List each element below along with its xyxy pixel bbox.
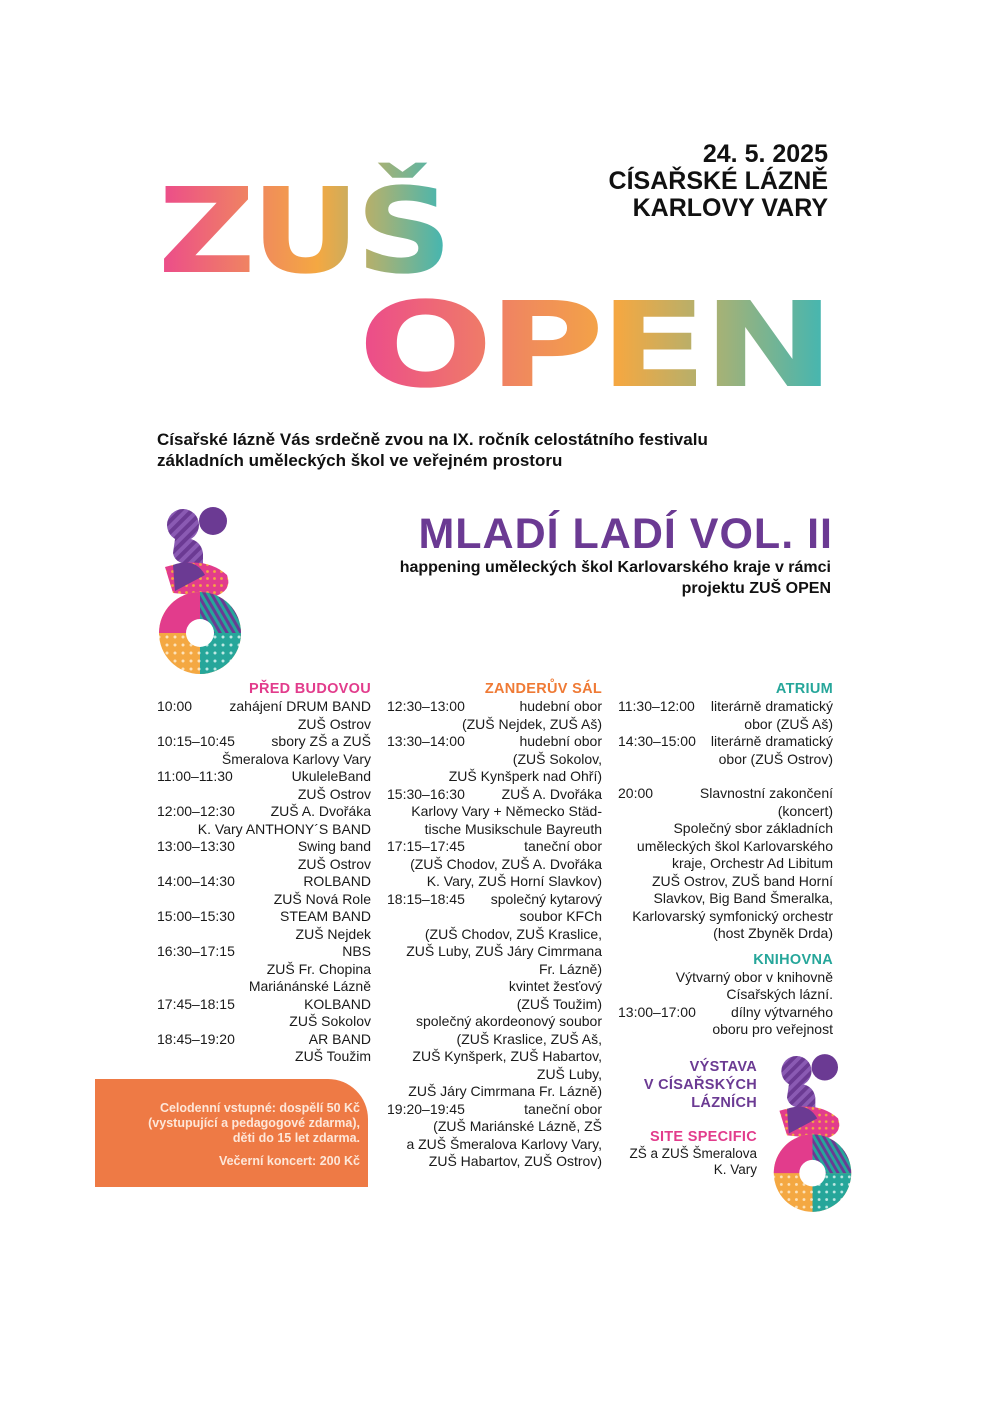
schedule-row [618, 698, 833, 716]
slot-act: literárně dramatický [710, 733, 833, 749]
event-place-2: KARLOVY VARY [632, 194, 828, 222]
slot-detail: K. Vary, ZUŠ Horní Slavkov) [426, 873, 602, 889]
slot-detail: společný akordeonový soubor [415, 1013, 602, 1029]
slot-time: 14:30–15:00 [618, 733, 696, 749]
slot-detail: Společný sbor základních [673, 820, 833, 836]
site-specific-heading: SITE SPECIFIC [649, 1129, 757, 1145]
slot-detail: obor (ZUŠ Ostrov) [718, 750, 833, 767]
slot-time: 17:15–17:45 [387, 838, 465, 854]
schedule-row [157, 943, 371, 961]
slot-detail: ZUŠ Kynšperk, ZUŠ Habartov, [412, 1048, 602, 1064]
knihovna-time: 13:00–17:00 [618, 1003, 696, 1020]
schedule-row [157, 698, 371, 716]
exhibit-line-1: VÝSTAVA [689, 1059, 757, 1075]
slot-school: ZUŠ Sokolov [289, 1013, 371, 1029]
slot-time: 18:45–19:20 [157, 1030, 235, 1047]
slot-act: NBS [342, 943, 371, 959]
schedule-row [157, 803, 371, 821]
slot-time: 13:00–13:30 [157, 838, 235, 854]
tagline [271, 557, 831, 599]
schedule-row [387, 698, 602, 716]
slot-time: 11:00–11:30 [157, 768, 233, 784]
logo-word-zus: ZUŠ [158, 162, 448, 300]
site-specific-line-2: K. Vary [713, 1162, 757, 1177]
slot-time: 20:00 [618, 785, 654, 801]
price-line-3: děti do 15 let zdarma. [232, 1131, 360, 1145]
slot-act: společný kytarový [490, 890, 602, 907]
schedule-row [618, 733, 833, 751]
slot-act: zahájení DRUM BAND [229, 698, 371, 714]
slot-detail: (ZUŠ Mariánské Lázně, ZŠ [433, 1118, 602, 1134]
slot-time: 15:00–15:30 [157, 908, 235, 924]
schedule-row [157, 733, 371, 751]
knihovna-line-3: oboru pro veřejnost [712, 1021, 833, 1037]
schedule-pred-budovou [157, 680, 371, 1066]
knihovna-line-1: Výtvarný obor v knihovně [675, 968, 833, 985]
slot-school: ZUŠ Ostrov [297, 785, 371, 802]
slot-act: ZUŠ A. Dvořáka [501, 785, 602, 802]
schedule-row [387, 1101, 602, 1119]
slot-detail: ZUŠ Luby, [536, 1065, 602, 1082]
slot-school-2: Mariánánské Lázně [248, 978, 371, 994]
schedule-row [618, 785, 833, 803]
schedule-row [387, 891, 602, 909]
slot-act: AR BAND [308, 1030, 371, 1047]
slot-school: Šmeralova Karlovy Vary [221, 750, 371, 767]
knihovna-row [618, 1004, 833, 1022]
slot-school: ZUŠ Nejdek [295, 925, 371, 942]
event-subtitle: MLADÍ LADÍ VOL. II [418, 510, 833, 558]
slot-school: ZUŠ Toužim [295, 1048, 371, 1064]
slot-time: 13:30–14:00 [387, 733, 465, 749]
slot-detail: kraje, Orchestr Ad Libitum [671, 855, 833, 871]
intro-line-1: Císařské lázně Vás srdečně zvou na IX. ročník celostátního festivalu [157, 430, 708, 449]
intro-text [157, 429, 857, 471]
tagline-line-2: projektu ZUŠ OPEN [681, 580, 831, 597]
exhibit-title [644, 1058, 757, 1112]
price-line-4: Večerní koncert: 200 Kč [218, 1154, 360, 1168]
slot-time: 11:30–12:00 [618, 698, 695, 714]
slot-time: 14:00–14:30 [157, 873, 235, 889]
slot-detail: Karlovy Vary + Německo Städ- [411, 803, 602, 819]
exhibit-line-2: V CÍSAŘSKÝCH [643, 1077, 757, 1093]
schedule-list-2 [387, 698, 602, 1171]
slot-detail: (host Zbyněk Drda) [713, 925, 833, 941]
heading-knihovna: KNIHOVNA [753, 951, 833, 968]
slot-act: hudební obor [519, 733, 602, 749]
intro-line-2: základních uměleckých škol ve veřejném prostoru [157, 451, 563, 470]
slot-time: 10:15–10:45 [157, 733, 235, 749]
schedule-row [157, 838, 371, 856]
slot-detail: a ZUŠ Šmeralova Karlovy Vary, [406, 1135, 602, 1152]
heading-zanderuv-sal: ZANDERŮV SÁL [484, 681, 602, 697]
price-line-2: (vystupující a pedagogové zdarma), [148, 1116, 360, 1130]
slot-detail: ZUŠ Ostrov, ZUŠ band Horní [651, 872, 833, 889]
slot-school: ZUŠ Ostrov [297, 715, 371, 732]
slot-time: 15:30–16:30 [387, 785, 465, 802]
price-line-1: Celodenní vstupné: dospělí 50 Kč [159, 1101, 360, 1115]
slot-detail: (ZUŠ Nejdek, ZUŠ Aš) [461, 715, 602, 732]
slot-act: sbory ZŠ a ZUŠ [271, 733, 371, 749]
slot-detail: Slavkov, Big Band Šmeralka, [653, 890, 833, 906]
slot-act: taneční obor [524, 1100, 602, 1117]
slot-time: 12:00–12:30 [157, 803, 235, 819]
slot-detail: (ZUŠ Toužim) [516, 995, 602, 1012]
slot-act: Swing band [297, 838, 371, 854]
slot-time: 18:15–18:45 [387, 890, 465, 907]
slot-time: 16:30–17:15 [157, 943, 235, 959]
slot-detail: ZUŠ Járy Cimrmana Fr. Lázně) [408, 1083, 602, 1099]
schedule-list-3 [618, 698, 833, 943]
heading-atrium: ATRIUM [775, 681, 833, 697]
slot-act: UkuleleBand [291, 768, 371, 784]
slot-detail: (ZUŠ Kraslice, ZUŠ Aš, [456, 1030, 602, 1047]
slot-detail: tische Musikschule Bayreuth [424, 820, 602, 837]
slot-detail: ZUŠ Habartov, ZUŠ Ostrov) [428, 1153, 602, 1169]
exhibit-line-3: LÁZNÍCH [691, 1095, 757, 1111]
slot-time: 19:20–19:45 [387, 1100, 465, 1117]
event-place-1: CÍSAŘSKÉ LÁZNĚ [608, 167, 828, 195]
mascot-s-icon-small [770, 1050, 855, 1215]
site-specific-line-1: ZŠ a ZUŠ Šmeralova [629, 1146, 757, 1161]
slot-act: literárně dramatický [710, 698, 833, 714]
slot-act: hudební obor [519, 698, 602, 714]
schedule-list-1 [157, 698, 371, 1066]
slot-detail: kvintet žesťový [508, 978, 602, 994]
slot-detail: (ZUŠ Sokolov, [512, 750, 602, 767]
slot-act: ZUŠ A. Dvořáka [270, 803, 371, 819]
slot-detail: soubor KFCh [519, 908, 602, 924]
schedule-row [157, 768, 371, 786]
slot-detail: obor (ZUŠ Aš) [744, 715, 833, 732]
slot-detail: Karlovarský symfonický orchestr [632, 907, 833, 924]
slot-detail: ZUŠ Kynšperk nad Ohří) [448, 768, 602, 784]
slot-detail: (ZUŠ Chodov, ZUŠ A. Dvořáka [410, 855, 602, 872]
logo-word-open: OPEN [358, 276, 830, 400]
slot-act: Slavnostní zakončení [699, 785, 833, 801]
slot-act: ROLBAND [303, 873, 371, 889]
slot-detail: Fr. Lázně) [538, 960, 602, 977]
slot-act: taneční obor [524, 838, 602, 854]
knihovna-act: dílny výtvarného [731, 1003, 833, 1020]
site-specific [629, 1128, 757, 1178]
schedule-row [387, 838, 602, 856]
schedule-row [387, 786, 602, 804]
schedule-row [157, 908, 371, 926]
schedule-row [157, 1031, 371, 1049]
slot-detail: uměleckých škol Karlovarského [636, 837, 833, 854]
event-date: 24. 5. 2025 [702, 140, 828, 168]
slot-time: 12:30–13:00 [387, 698, 465, 714]
slot-detail: (ZUŠ Chodov, ZUŠ Kraslice, [424, 925, 602, 942]
price-box [95, 1079, 368, 1187]
slot-school: ZUŠ Nová Role [273, 890, 371, 907]
knihovna-line-2: Císařských lázní. [726, 986, 833, 1002]
schedule-row [387, 733, 602, 751]
slot-school: ZUŠ Ostrov [297, 855, 371, 872]
tagline-line-1: happening uměleckých škol Karlovarského kraje v rámci [399, 559, 831, 576]
slot-act: STEAM BAND [279, 908, 371, 924]
heading-pred-budovou: PŘED BUDOVOU [248, 681, 371, 697]
zus-open-logo [158, 150, 838, 400]
slot-school: ZUŠ Fr. Chopina [266, 960, 371, 977]
schedule-atrium [618, 680, 833, 1039]
slot-act: KOLBAND [304, 995, 371, 1012]
slot-time: 10:00 [157, 698, 193, 714]
schedule-zanderuv-sal [387, 680, 602, 1171]
slot-time: 17:45–18:15 [157, 995, 235, 1012]
schedule-row [157, 873, 371, 891]
slot-detail: (koncert) [777, 802, 833, 819]
slot-detail: ZUŠ Luby, ZUŠ Járy Cimrmana [406, 943, 602, 959]
mascot-s-icon [155, 505, 245, 675]
slot-school: K. Vary ANTHONY´S BAND [197, 820, 371, 837]
schedule-row [157, 996, 371, 1014]
